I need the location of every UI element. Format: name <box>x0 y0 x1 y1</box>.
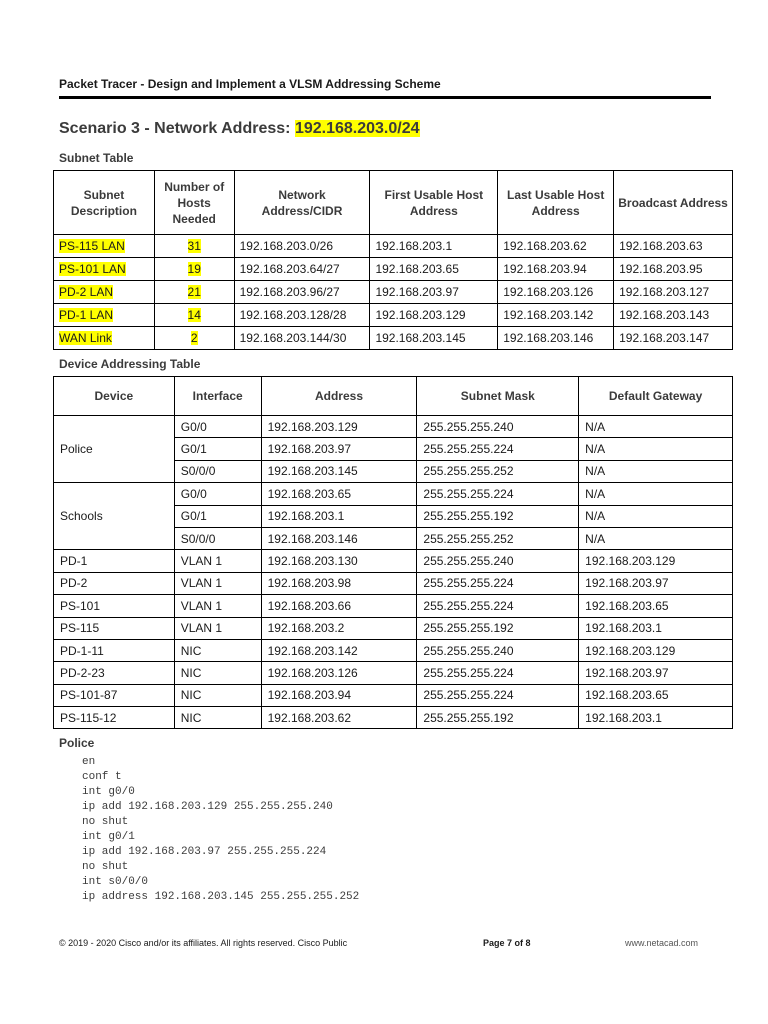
table-cell: 192.168.203.142 <box>261 639 417 661</box>
device-name: PS-115-12 <box>54 707 175 729</box>
table-cell: G0/0 <box>174 483 261 505</box>
subnet-description: PS-101 LAN <box>59 262 126 276</box>
table-cell <box>54 258 155 281</box>
footer-site: www.netacad.com <box>625 938 699 948</box>
table-cell: 192.168.203.145 <box>261 460 417 482</box>
table-cell <box>154 235 234 258</box>
table-row <box>54 483 733 505</box>
subnet-table <box>53 170 733 350</box>
table-cell: G0/1 <box>174 438 261 460</box>
config-line: no shut <box>82 816 129 828</box>
table-cell: 192.168.203.144/30 <box>234 327 370 350</box>
subnet-description: PD-2 LAN <box>59 285 114 299</box>
table-cell: 192.168.203.96/27 <box>234 281 370 304</box>
table-cell: VLAN 1 <box>174 617 261 639</box>
table-cell: VLAN 1 <box>174 550 261 572</box>
table-cell: 192.168.203.97 <box>579 662 733 684</box>
table-cell: 192.168.203.1 <box>579 617 733 639</box>
table-cell: 192.168.203.63 <box>614 235 733 258</box>
scenario-heading <box>59 120 420 138</box>
device-name: PS-101 <box>54 595 175 617</box>
table-cell: 192.168.203.147 <box>614 327 733 350</box>
table-cell: 192.168.203.66 <box>261 595 417 617</box>
table-cell: 255.255.255.240 <box>417 416 579 438</box>
network-address: 192.168.203.0/24 <box>294 120 420 137</box>
table-cell: 192.168.203.129 <box>370 304 498 327</box>
table-row <box>54 662 733 684</box>
table-row <box>54 550 733 572</box>
column-header: Network Address/CIDR <box>234 171 370 235</box>
table-cell <box>54 281 155 304</box>
device-table-title: Device Addressing Table <box>59 357 201 371</box>
host-count: 2 <box>190 331 198 345</box>
table-cell: 192.168.203.98 <box>261 572 417 594</box>
table-cell: 255.255.255.224 <box>417 572 579 594</box>
host-count: 21 <box>187 285 201 299</box>
table-cell <box>154 327 234 350</box>
table-cell: NIC <box>174 662 261 684</box>
table-cell: 192.168.203.146 <box>498 327 614 350</box>
config-line: int g0/1 <box>82 831 135 843</box>
table-cell: N/A <box>579 416 733 438</box>
table-cell: 192.168.203.129 <box>579 639 733 661</box>
table-cell: 192.168.203.94 <box>498 258 614 281</box>
column-header: Subnet Description <box>54 171 155 235</box>
table-row <box>54 707 733 729</box>
column-header: Device <box>54 377 175 416</box>
table-cell: 192.168.203.143 <box>614 304 733 327</box>
table-cell: 192.168.203.62 <box>261 707 417 729</box>
device-name: PD-1-11 <box>54 639 175 661</box>
table-row <box>54 327 733 350</box>
table-cell: 192.168.203.1 <box>261 505 417 527</box>
device-name: PS-101-87 <box>54 684 175 706</box>
table-row <box>54 639 733 661</box>
device-name: PS-115 <box>54 617 175 639</box>
table-cell: 255.255.255.224 <box>417 595 579 617</box>
table-cell: NIC <box>174 639 261 661</box>
table-cell: 192.168.203.1 <box>370 235 498 258</box>
device-name: Police <box>54 416 175 483</box>
table-cell: 192.168.203.97 <box>370 281 498 304</box>
table-cell: NIC <box>174 684 261 706</box>
table-cell: 192.168.203.130 <box>261 550 417 572</box>
table-cell: 255.255.255.240 <box>417 639 579 661</box>
config-title: Police <box>59 736 95 750</box>
device-name: PD-2-23 <box>54 662 175 684</box>
column-header: Default Gateway <box>579 377 733 416</box>
table-cell <box>54 327 155 350</box>
config-line: int g0/0 <box>82 786 135 798</box>
table-cell: N/A <box>579 527 733 549</box>
footer-copyright: © 2019 - 2020 Cisco and/or its affiliates. All rights reserved. Cisco Public <box>59 938 348 948</box>
table-cell: 255.255.255.252 <box>417 460 579 482</box>
table-row <box>54 235 733 258</box>
table-cell: 192.168.203.94 <box>261 684 417 706</box>
table-cell <box>154 281 234 304</box>
host-count: 31 <box>187 239 201 253</box>
table-cell: 192.168.203.65 <box>370 258 498 281</box>
config-line: ip address 192.168.203.145 255.255.255.252 <box>82 891 360 903</box>
scenario-label: Scenario 3 - Network Address: <box>59 120 291 137</box>
config-line: ip add 192.168.203.129 255.255.255.240 <box>82 801 333 813</box>
device-name: PD-1 <box>54 550 175 572</box>
config-line: no shut <box>82 861 129 873</box>
subnet-description: WAN Link <box>59 331 112 345</box>
table-cell: 255.255.255.224 <box>417 662 579 684</box>
page-header: Packet Tracer - Design and Implement a VLSM Addressing Scheme <box>59 77 711 99</box>
table-cell: 192.168.203.126 <box>498 281 614 304</box>
table-cell: G0/1 <box>174 505 261 527</box>
table-cell: 192.168.203.65 <box>579 595 733 617</box>
table-cell: 255.255.255.252 <box>417 527 579 549</box>
footer-page-number: Page 7 of 8 <box>483 938 531 948</box>
table-cell: 255.255.255.192 <box>417 505 579 527</box>
table-cell: 255.255.255.224 <box>417 438 579 460</box>
table-cell: 255.255.255.192 <box>417 707 579 729</box>
table-cell <box>54 304 155 327</box>
table-cell: 192.168.203.142 <box>498 304 614 327</box>
subnet-table-title: Subnet Table <box>59 151 134 165</box>
table-row <box>54 617 733 639</box>
column-header: Number of Hosts Needed <box>154 171 234 235</box>
table-cell: 192.168.203.2 <box>261 617 417 639</box>
config-line: int s0/0/0 <box>82 876 149 888</box>
table-cell: 192.168.203.129 <box>261 416 417 438</box>
table-cell: 192.168.203.129 <box>579 550 733 572</box>
police-config-commands <box>82 755 359 905</box>
table-cell: 192.168.203.62 <box>498 235 614 258</box>
table-cell: 255.255.255.224 <box>417 483 579 505</box>
table-cell: 192.168.203.126 <box>261 662 417 684</box>
table-cell: G0/0 <box>174 416 261 438</box>
table-cell: 192.168.203.1 <box>579 707 733 729</box>
table-cell: 192.168.203.64/27 <box>234 258 370 281</box>
device-name: PD-2 <box>54 572 175 594</box>
table-cell: 255.255.255.224 <box>417 684 579 706</box>
table-cell: VLAN 1 <box>174 572 261 594</box>
table-cell: S0/0/0 <box>174 460 261 482</box>
table-cell: 192.168.203.97 <box>261 438 417 460</box>
config-line: en <box>82 756 96 768</box>
table-row <box>54 572 733 594</box>
subnet-description: PS-115 LAN <box>59 239 125 253</box>
device-addressing-table <box>53 376 733 729</box>
table-cell: 192.168.203.65 <box>261 483 417 505</box>
host-count: 19 <box>187 262 201 276</box>
table-row <box>54 595 733 617</box>
table-cell: S0/0/0 <box>174 527 261 549</box>
table-cell: 192.168.203.128/28 <box>234 304 370 327</box>
config-line: conf t <box>82 771 122 783</box>
device-name: Schools <box>54 483 175 550</box>
table-cell: 192.168.203.127 <box>614 281 733 304</box>
table-cell: 192.168.203.97 <box>579 572 733 594</box>
table-cell: 192.168.203.145 <box>370 327 498 350</box>
table-cell: 192.168.203.65 <box>579 684 733 706</box>
table-cell: N/A <box>579 460 733 482</box>
column-header: Address <box>261 377 417 416</box>
table-cell: NIC <box>174 707 261 729</box>
table-row <box>54 281 733 304</box>
config-line: ip add 192.168.203.97 255.255.255.224 <box>82 846 327 858</box>
table-cell: N/A <box>579 438 733 460</box>
table-cell: 255.255.255.240 <box>417 550 579 572</box>
table-cell: N/A <box>579 483 733 505</box>
column-header: Broadcast Address <box>614 171 733 235</box>
column-header: Last Usable Host Address <box>498 171 614 235</box>
column-header: Interface <box>174 377 261 416</box>
table-cell: 192.168.203.146 <box>261 527 417 549</box>
table-row <box>54 258 733 281</box>
table-cell: VLAN 1 <box>174 595 261 617</box>
table-cell <box>154 304 234 327</box>
subnet-description: PD-1 LAN <box>59 308 114 322</box>
host-count: 14 <box>187 308 201 322</box>
table-cell <box>54 235 155 258</box>
table-cell: 192.168.203.0/26 <box>234 235 370 258</box>
table-cell: 192.168.203.95 <box>614 258 733 281</box>
column-header: Subnet Mask <box>417 377 579 416</box>
table-row <box>54 416 733 438</box>
table-cell: N/A <box>579 505 733 527</box>
column-header: First Usable Host Address <box>370 171 498 235</box>
table-row <box>54 684 733 706</box>
table-cell: 255.255.255.192 <box>417 617 579 639</box>
table-cell <box>154 258 234 281</box>
table-row <box>54 304 733 327</box>
